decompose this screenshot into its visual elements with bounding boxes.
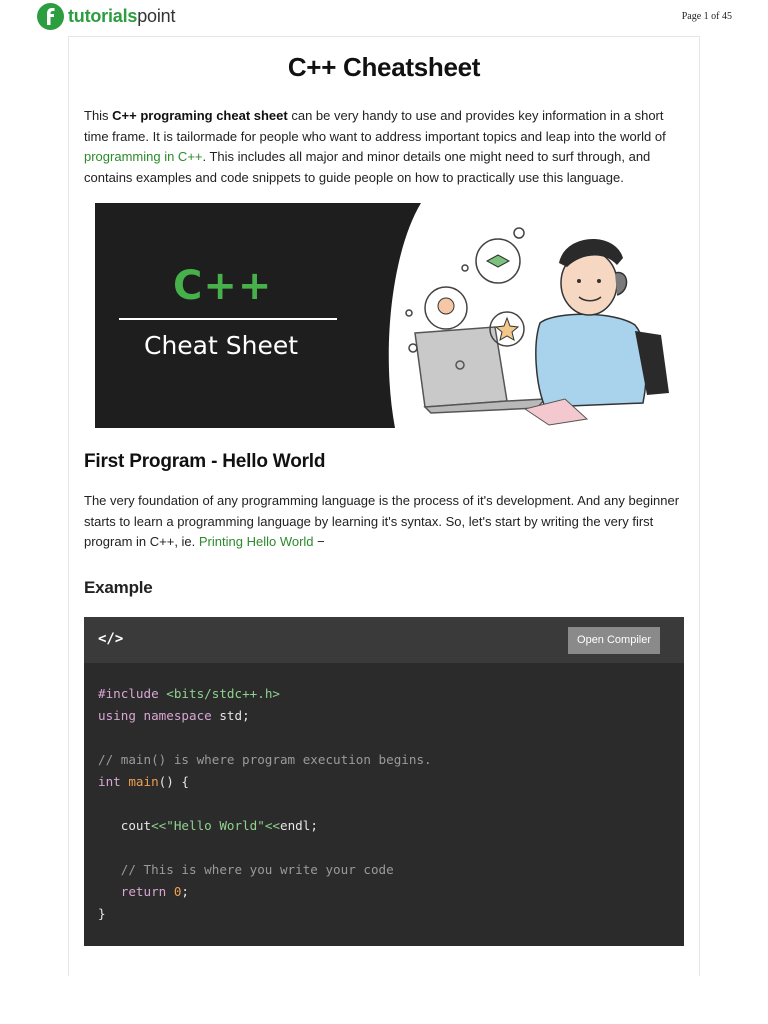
open-compiler-button[interactable]: Open Compiler <box>568 627 660 654</box>
code-content[interactable]: #include <bits/stdc++.h> using namespace std; // main() is where program execution begins. int main() { cout<<"Hello World"<<endl; // This is where you write your code return 0; } <box>98 686 432 921</box>
section-heading-hello-world: First Program - Hello World <box>84 451 326 472</box>
tutorialspoint-logo[interactable] <box>37 3 175 30</box>
code-block-header <box>84 617 684 663</box>
page-title: C++ Cheatsheet <box>287 52 481 82</box>
page-header <box>0 0 768 34</box>
programming-in-cpp-link[interactable]: programming in C++ <box>84 149 203 165</box>
example-heading: Example <box>84 578 153 597</box>
cheatsheet-banner-image <box>95 203 672 428</box>
section-paragraph: The very foundation of any programming language is the process of it's development. And any beginner starts to learn a programming language by learning it's syntax. So, let's start by writing the very first program in C++, ie. Printing Hello World − <box>84 493 680 550</box>
code-block <box>84 617 684 946</box>
page-number: Page 1 of 45 <box>681 11 732 22</box>
banner-cpp-text: C++ <box>173 263 273 309</box>
logo-icon <box>37 3 64 30</box>
intro-bold-text: C++ programing cheat sheet <box>112 108 288 123</box>
banner-cheat-sheet-text: Cheat Sheet <box>144 331 299 360</box>
code-icon: </> <box>98 631 124 647</box>
intro-paragraph: This C++ programing cheat sheet can be very handy to use and provides key information in a short time frame. It is tailormade for people who want to address important topics and leap into the world of programming in C++. This includes all major and minor details one might need to surf through, and contains examples and code snippets to guide people on how to practically use this language. <box>84 108 666 185</box>
printing-hello-world-link[interactable]: Printing Hello World <box>198 534 314 550</box>
logo-text: tutorialspoint <box>68 6 176 26</box>
